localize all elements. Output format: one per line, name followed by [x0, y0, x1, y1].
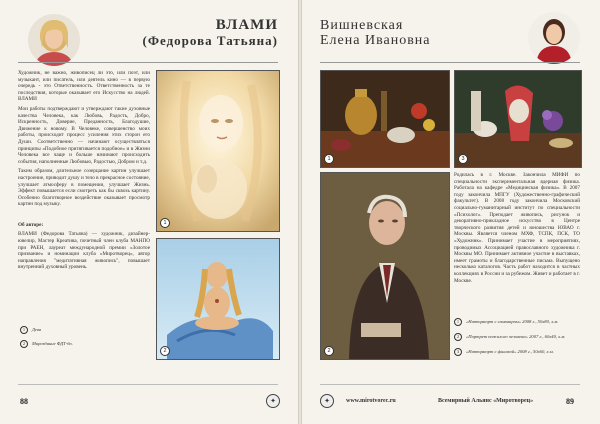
- alliance-emblem-right-icon: ✦: [320, 394, 334, 408]
- right-bio-text: [454, 172, 580, 287]
- artist-name-right: [320, 18, 490, 48]
- caption-right-3-text: «Натюрморт с фиалкой» 2008 г., 50х60, х.м.: [466, 349, 554, 355]
- artist-portrait-vishnevskaya: [528, 12, 580, 64]
- artist-name-left-line1: ВЛАМИ: [215, 17, 278, 33]
- caption-right-1: [454, 318, 558, 326]
- painting-badge-r3: 3: [458, 154, 468, 164]
- caption-left-2: [20, 340, 73, 348]
- caption-left-1-text: Дева: [32, 327, 42, 333]
- left-text-column: [18, 70, 150, 274]
- painting-badge-2: 2: [160, 346, 170, 356]
- artist-name-left-line2: (Федорова Татьяна): [142, 33, 278, 48]
- artist-name-left: [112, 18, 278, 48]
- page-number-right: 89: [566, 397, 574, 406]
- painting-badge-r2: 2: [324, 346, 334, 356]
- caption-left-2-text: Мироздание ФДТ-бо.: [32, 341, 73, 347]
- footer-site-link[interactable]: www.mirotvorec.ru: [346, 398, 396, 404]
- caption-right-2: [454, 333, 565, 341]
- painting-badge-r1: 1: [324, 154, 334, 164]
- body-paragraph-2: Мои работы подтверждают и утверждают такие духовные качества Человека, как Любовь, Радость, Добро, Искренность, Доверие, Преданность, Благодушие, Движение к новому. В Человеке, совершенство моих работы, происходит процесс усиления этих сторон его Души. Соответственно — начинают осуществляться принципы «Подобное притягивается подобное» и в Жизни Человека все чаще и больше начинают происходить события, наполненные Любовью, Радостью, Добром и т.д.: [18, 105, 150, 165]
- left-page: [0, 0, 298, 424]
- caption-right-2-text: «Портрет пожилого человека» 2007 г., 60х40, х.м.: [466, 334, 566, 340]
- caption-right-2-number: 2: [454, 333, 462, 341]
- painting-elderly-man-portrait[interactable]: [320, 172, 450, 360]
- caption-right-1-text: «Натюрморт с самоваром» 2008 г., 50х80, х.м.: [466, 319, 559, 325]
- artist-name-right-line2: Елена Ивановна: [320, 33, 431, 48]
- painting-mirozdanie[interactable]: [156, 238, 280, 360]
- body-paragraph-3: Таким образом, длительное созерцание картин улучшает настроение, приводит душу и тело в прекрасное состояние, улучшает атмосферу в помещении, улучшает Жизнь. Эффект повышается если смотреть как бы сквозь картину. Особенно благотворное воздействие оказывает просмотр картин под музыку.: [18, 168, 150, 208]
- left-footer-rule: [18, 384, 278, 385]
- painting-samovar-still-life[interactable]: [320, 70, 450, 168]
- caption-left-1: [20, 326, 41, 334]
- header-divider: [18, 62, 278, 63]
- painting-violet-still-life[interactable]: [454, 70, 582, 168]
- artist-portrait-vlami: [28, 14, 80, 66]
- caption-right-1-number: 1: [454, 318, 462, 326]
- right-header-divider: [320, 62, 580, 63]
- caption-left-2-number: 2: [20, 340, 28, 348]
- alliance-emblem-left-icon: ✦: [266, 394, 280, 408]
- right-page: [302, 0, 600, 424]
- painting-deva[interactable]: [156, 70, 280, 232]
- page-number-left: 88: [20, 397, 28, 406]
- caption-right-3-number: 3: [454, 348, 462, 356]
- caption-right-3: [454, 348, 554, 356]
- about-text: ВЛАМИ (Федорова Татьяна) — художник, дизайнер-ювелир, Мастер Креатива, почетный член клуба МАНПО при РАЕН, лауреат международной премии «Золотое призвание» и номинации клуба «Миротворец», автор направления "медитативная живопись", повышает внутренний духовный уровень.: [18, 231, 150, 271]
- footer-alliance-name: Всемирный Альянс «Миротворец»: [438, 398, 534, 404]
- bio-paragraph: Родилась в г. Москве. Закончила МИФИ по специальности экспериментальная ядерная физика. Работала на кафедре «Медицинская физика». В 2007 году закончила МПГУ (Художественно-графический факультет). В 2008 году закончила Московский социально-гуманитарный институт по специальности «Психолог». Преподает живопись, рисунок и декоративно-прикладное искусство в Центре творческого развития детей и юношества ЮВАО г. Москвы. Является членом МХФ, ТСПК, ПСК, ТО «Художник». Принимает участие в мероприятиях, проводимых Ассоциацией православного художника г. Москвы МО. Принимает активное участие в выставках, имеет грамоты и благодарственные письма. Выпущено несколько каталогов. Часть работ находится в частных коллекциях в России и за рубежом. Живет и работает в г. Москве.: [454, 172, 580, 284]
- about-heading: Об авторе:: [18, 221, 44, 228]
- caption-left-1-number: 1: [20, 326, 28, 334]
- right-footer-rule: [320, 384, 580, 385]
- painting-badge-1: 1: [160, 218, 170, 228]
- intro-paragraph: Художник, не важно, живописец ли это, или поэт, или музыкант, или писатель, или деятель кино — в первую очередь - это Ответственность. Ответственность за те последствия, которые оказывает его Искусство на людей. ВЛАМИ: [18, 70, 150, 103]
- artist-name-right-line1: Вишневская: [320, 18, 404, 33]
